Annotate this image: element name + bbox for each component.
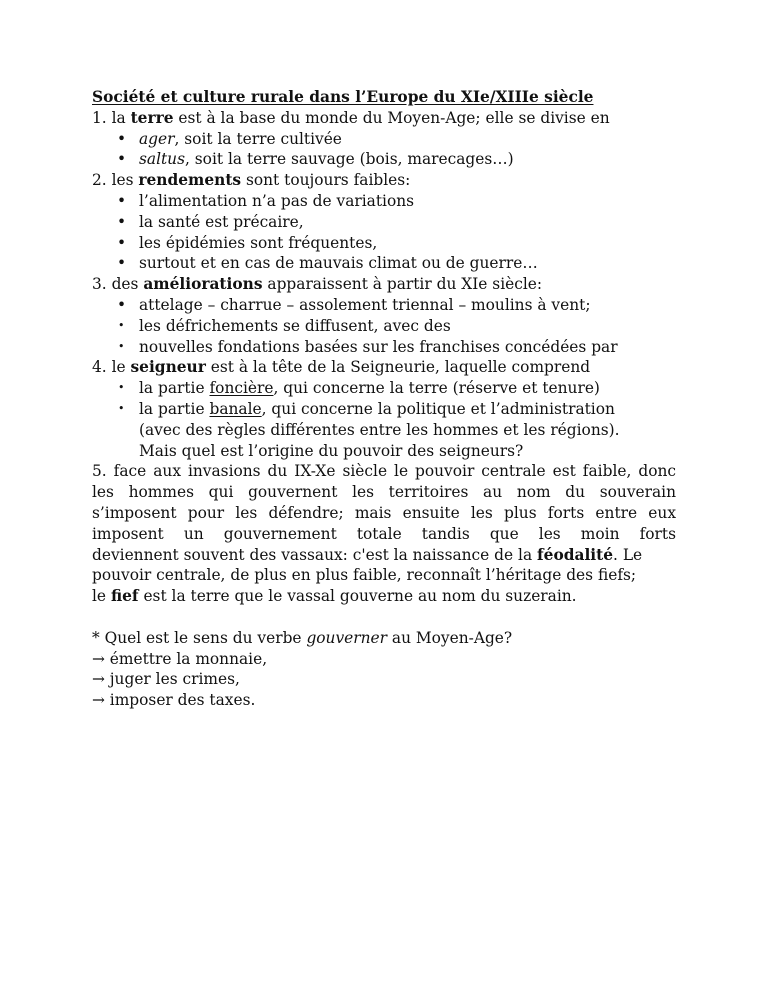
list-item: [92, 149, 676, 170]
section-4-heading: [92, 357, 676, 378]
bullet: •: [117, 129, 127, 148]
term-gouverner: gouverner: [306, 628, 388, 647]
arrow-item: → émettre la monnaie,: [92, 649, 268, 668]
paragraph-line: imposent un gouvernement totale tandis que les moin forts: [92, 524, 676, 543]
bullet: •: [117, 191, 127, 210]
list-item: [92, 129, 676, 150]
text: , soit la terre sauvage (bois, marecages…): [185, 150, 514, 169]
list-item: [92, 191, 676, 212]
bullet: •: [117, 254, 127, 273]
bullet: •: [118, 339, 125, 353]
keyword-fief: fief: [110, 587, 139, 606]
bullet: •: [118, 401, 125, 415]
term-banale: banale: [209, 399, 262, 418]
text: . Le: [613, 545, 643, 564]
bullet: •: [118, 381, 125, 395]
section-2-heading: [92, 170, 676, 191]
bullet: •: [117, 150, 127, 169]
text: , qui concerne la politique et l’administration: [261, 399, 615, 418]
text: le: [92, 587, 111, 606]
text: * Quel est le sens du verbe: [92, 628, 307, 647]
text: est à la base du monde du Moyen-Age; elle se divise en: [173, 108, 610, 127]
text: est à la tête de la Seigneurie, laquelle comprend: [205, 358, 591, 377]
keyword-rendements: rendements: [138, 171, 242, 190]
list-item: [92, 316, 676, 337]
document-title: Société et culture rurale dans l’Europe du XIe/XIIIe siècle: [92, 88, 594, 106]
text: la partie: [139, 399, 210, 418]
text: sont toujours faibles:: [241, 171, 411, 190]
question-heading: [92, 628, 676, 649]
text: attelage – charrue – assolement triennal – moulins à vent;: [139, 295, 591, 314]
text: 3. des: [92, 275, 144, 294]
bullet: •: [117, 233, 127, 252]
paragraph-line: [92, 586, 676, 607]
spacer: [92, 607, 676, 628]
bullet: •: [117, 212, 127, 231]
section-1-heading: [92, 108, 676, 129]
list-item: [92, 295, 676, 316]
term: ager: [139, 129, 175, 148]
term: saltus: [139, 150, 185, 169]
text: 2. les: [92, 171, 139, 190]
paragraph-line: 5. face aux invasions du IX-Xe siècle le pouvoir centrale est faible, donc: [92, 462, 676, 481]
text: les épidémies sont fréquentes,: [139, 233, 378, 252]
text: apparaissent à partir du XIe siècle:: [262, 275, 543, 294]
question-line: Mais quel est l’origine du pouvoir des seigneurs?: [139, 441, 524, 460]
section-3-heading: [92, 274, 676, 295]
text: 1. la: [92, 108, 131, 127]
bullet: •: [117, 295, 127, 314]
text: , qui concerne la terre (réserve et tenure): [273, 379, 600, 398]
keyword-ameliorations: améliorations: [143, 275, 263, 294]
text: deviennent souvent des vassaux: c'est la naissance de la: [92, 545, 538, 564]
text: au Moyen-Age?: [387, 628, 513, 647]
paragraph-line: [92, 545, 676, 566]
text: l’alimentation n’a pas de variations: [139, 191, 415, 210]
text: nouvelles fondations basées sur les franchises concédées par: [139, 337, 618, 356]
list-item: [92, 253, 676, 274]
arrow-item: → juger les crimes,: [92, 670, 240, 689]
list-item-continuation: (avec des règles différentes entre les hommes et les régions).: [139, 420, 620, 439]
keyword-seigneur: seigneur: [130, 358, 206, 377]
list-item: [92, 233, 676, 254]
bullet: •: [118, 318, 125, 332]
text: la santé est précaire,: [139, 212, 304, 231]
term-fonciere: foncière: [209, 379, 274, 398]
keyword-feodalite: féodalité: [537, 545, 614, 564]
document-page: [92, 87, 676, 711]
text: les défrichements se diffusent, avec des: [139, 316, 451, 335]
text: 4. le: [92, 358, 131, 377]
paragraph-line: pouvoir centrale, de plus en plus faible, reconnaît l’héritage des fiefs;: [92, 566, 637, 585]
list-item: [92, 337, 676, 358]
paragraph-line: s’imposent pour les défendre; mais ensuite les plus forts entre eux: [92, 503, 676, 522]
list-item: [92, 399, 676, 420]
arrow-item: → imposer des taxes.: [92, 691, 256, 710]
paragraph-line: les hommes qui gouvernent les territoires au nom du souverain: [92, 483, 676, 502]
list-item: [92, 212, 676, 233]
list-item: [92, 378, 676, 399]
text: la partie: [139, 379, 210, 398]
text: surtout et en cas de mauvais climat ou de guerre…: [139, 254, 538, 273]
text: est la terre que le vassal gouverne au nom du suzerain.: [138, 587, 577, 606]
keyword-terre: terre: [130, 108, 174, 127]
text: , soit la terre cultivée: [174, 129, 342, 148]
